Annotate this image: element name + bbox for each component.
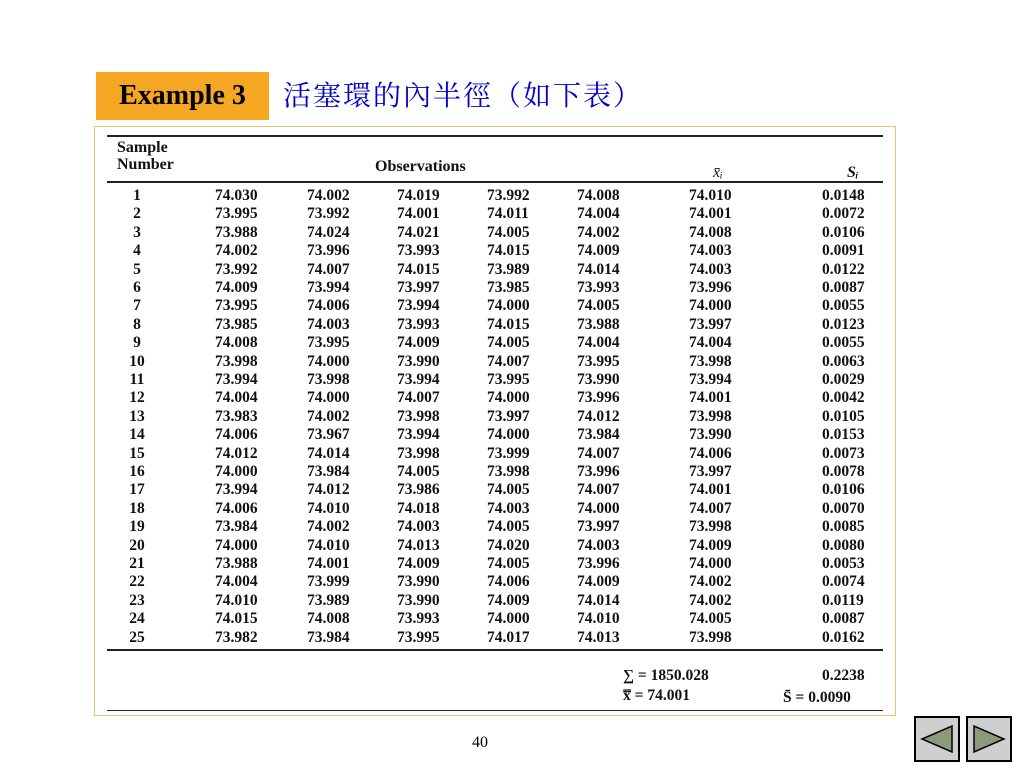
observation-2: 74.003: [307, 315, 350, 333]
sample-mean: 74.001: [689, 481, 732, 499]
sample-std: 0.0063: [822, 352, 865, 370]
sample-number: 10: [129, 352, 145, 370]
sample-std: 0.0080: [822, 536, 865, 554]
sample-number: 18: [129, 499, 145, 517]
sample-mean: 74.002: [689, 591, 732, 609]
observation-3: 74.003: [397, 518, 440, 536]
observation-1: 74.002: [215, 242, 258, 260]
observation-4: 74.000: [487, 610, 530, 628]
observation-1: 73.995: [215, 297, 258, 315]
observation-4: 73.997: [487, 407, 530, 425]
observation-1: 73.988: [215, 555, 258, 572]
table-row: [95, 610, 897, 628]
sample-mean: 74.008: [689, 223, 732, 241]
table-row: [95, 353, 897, 371]
observation-5: 74.012: [577, 407, 620, 425]
observation-5: 73.984: [577, 426, 620, 444]
body-bottom-rule: [107, 649, 883, 651]
observation-5: 74.010: [577, 610, 620, 628]
observation-4: 73.992: [487, 187, 530, 204]
sample-number: 7: [133, 297, 141, 315]
observation-2: 73.967: [307, 426, 350, 444]
sample-std: 0.0070: [822, 499, 865, 517]
sample-std: 0.0055: [822, 334, 865, 352]
sample-mean: 73.997: [689, 315, 732, 333]
observation-5: 73.990: [577, 371, 620, 388]
observation-3: 73.994: [397, 297, 440, 315]
observation-2: 74.010: [307, 536, 350, 554]
observation-4: 74.000: [487, 426, 530, 444]
observation-3: 73.993: [397, 610, 440, 628]
next-slide-button[interactable]: [966, 716, 1012, 762]
sample-std: 0.0055: [822, 297, 865, 315]
sample-number: 24: [129, 610, 145, 628]
observation-2: 73.999: [307, 573, 350, 591]
observation-4: 73.995: [487, 371, 530, 388]
sample-number: 2: [133, 205, 141, 223]
observation-4: 74.009: [487, 591, 530, 609]
sample-number: 17: [129, 481, 145, 499]
observation-2: 73.984: [307, 463, 350, 480]
sum-of-means: ∑ = 1850.028: [623, 667, 709, 684]
table-row: [95, 629, 897, 647]
table-row: [95, 187, 897, 205]
sample-mean: 73.998: [689, 518, 732, 536]
sample-mean: 74.002: [689, 573, 732, 591]
observation-5: 73.996: [577, 463, 620, 480]
sample-mean: 73.998: [689, 407, 732, 425]
table-row: [95, 555, 897, 573]
observation-1: 73.998: [215, 352, 258, 370]
header-sample-label: Sample: [117, 139, 168, 156]
header-number-label: Number: [117, 156, 174, 173]
sample-std: 0.0091: [822, 242, 865, 260]
observation-3: 73.998: [397, 444, 440, 462]
observation-4: 74.011: [487, 205, 529, 223]
observation-3: 74.018: [397, 499, 440, 517]
observation-5: 74.004: [577, 334, 620, 352]
table-row: [95, 500, 897, 518]
observation-5: 74.000: [577, 499, 620, 517]
observation-1: 74.009: [215, 279, 258, 296]
sample-std: 0.0053: [822, 555, 865, 572]
sample-std: 0.0074: [822, 573, 865, 591]
observation-5: 74.007: [577, 444, 620, 462]
table-row: [95, 445, 897, 463]
observation-1: 73.984: [215, 518, 258, 536]
observation-2: 73.984: [307, 628, 350, 646]
observation-3: 74.015: [397, 260, 440, 278]
table-row: [95, 242, 897, 260]
observation-1: 74.015: [215, 610, 258, 628]
observation-3: 73.994: [397, 371, 440, 388]
table-row: [95, 261, 897, 279]
observation-2: 74.002: [307, 518, 350, 536]
sample-mean: 73.998: [689, 628, 732, 646]
observation-2: 74.000: [307, 352, 350, 370]
observation-1: 73.994: [215, 481, 258, 499]
observation-3: 73.997: [397, 279, 440, 296]
sample-mean: 74.003: [689, 242, 732, 260]
sample-mean: 73.994: [689, 371, 732, 388]
observation-2: 74.007: [307, 260, 350, 278]
observation-2: 73.992: [307, 205, 350, 223]
sum-of-s: 0.2238: [822, 667, 865, 684]
table-top-rule: [107, 135, 883, 137]
sample-std: 0.0123: [822, 315, 865, 333]
observation-5: 74.003: [577, 536, 620, 554]
mean-s: S̄ = 0.0090: [783, 689, 851, 706]
sample-number: 8: [133, 315, 141, 333]
observation-2: 74.024: [307, 223, 350, 241]
observation-4: 73.999: [487, 444, 530, 462]
header-sample-number: [117, 139, 174, 173]
sample-number: 13: [129, 407, 145, 425]
grand-mean: x̿ = 74.001: [623, 687, 690, 704]
observation-4: 74.005: [487, 481, 530, 499]
sample-std: 0.0122: [822, 260, 865, 278]
sample-mean: 74.001: [689, 389, 732, 407]
table-row: [95, 371, 897, 389]
observation-3: 73.994: [397, 426, 440, 444]
sample-number: 1: [133, 187, 141, 204]
observation-2: 73.995: [307, 334, 350, 352]
observation-5: 74.013: [577, 628, 620, 646]
triangle-right-icon: [971, 724, 1007, 754]
sample-std: 0.0029: [822, 371, 865, 388]
header-xbar-i: x̄ᵢ: [713, 164, 723, 181]
sample-number: 22: [129, 573, 145, 591]
sample-mean: 74.003: [689, 260, 732, 278]
example-badge: Example 3: [96, 72, 269, 120]
observation-1: 73.983: [215, 407, 258, 425]
observation-3: 73.993: [397, 315, 440, 333]
observation-1: 74.012: [215, 444, 258, 462]
sample-number: 21: [129, 555, 145, 572]
observation-2: 74.001: [307, 555, 350, 572]
observation-5: 74.005: [577, 297, 620, 315]
observation-5: 74.007: [577, 481, 620, 499]
page-number: 40: [472, 734, 488, 751]
sample-std: 0.0072: [822, 205, 865, 223]
sample-number: 6: [133, 279, 141, 296]
observation-1: 74.004: [215, 389, 258, 407]
sample-number: 19: [129, 518, 145, 536]
sample-mean: 73.998: [689, 352, 732, 370]
observation-5: 73.996: [577, 389, 620, 407]
observation-5: 73.995: [577, 352, 620, 370]
observation-5: 73.988: [577, 315, 620, 333]
table-row: [95, 426, 897, 444]
sample-mean: 73.996: [689, 279, 732, 296]
observation-2: 74.008: [307, 610, 350, 628]
header-bottom-rule: [107, 181, 883, 183]
sample-std: 0.0148: [822, 187, 865, 204]
observation-1: 74.030: [215, 187, 258, 204]
observation-2: 74.010: [307, 499, 350, 517]
sample-mean: 73.997: [689, 463, 732, 480]
table-row: [95, 463, 897, 481]
sample-number: 9: [133, 334, 141, 352]
observation-4: 74.005: [487, 334, 530, 352]
observation-1: 74.008: [215, 334, 258, 352]
sample-mean: 74.009: [689, 536, 732, 554]
sample-number: 3: [133, 223, 141, 241]
sample-number: 23: [129, 591, 145, 609]
observation-5: 74.014: [577, 260, 620, 278]
observation-4: 74.000: [487, 389, 530, 407]
observation-1: 73.982: [215, 628, 258, 646]
sample-number: 15: [129, 444, 145, 462]
table-row: [95, 316, 897, 334]
sample-number: 14: [129, 426, 145, 444]
sample-std: 0.0042: [822, 389, 865, 407]
observation-4: 73.989: [487, 260, 530, 278]
observation-4: 74.007: [487, 352, 530, 370]
observation-2: 74.000: [307, 389, 350, 407]
sample-number: 12: [129, 389, 145, 407]
observation-2: 74.002: [307, 407, 350, 425]
sample-mean: 74.004: [689, 334, 732, 352]
observation-3: 74.021: [397, 223, 440, 241]
sample-std: 0.0087: [822, 610, 865, 628]
table-row: [95, 592, 897, 610]
table-row: [95, 389, 897, 407]
observation-5: 74.009: [577, 573, 620, 591]
table-row: [95, 205, 897, 223]
sample-std: 0.0162: [822, 628, 865, 646]
observation-3: 73.990: [397, 573, 440, 591]
sample-mean: 74.001: [689, 205, 732, 223]
observation-1: 74.010: [215, 591, 258, 609]
table-row: [95, 518, 897, 536]
observation-5: 74.009: [577, 242, 620, 260]
observation-1: 73.994: [215, 371, 258, 388]
observation-4: 74.020: [487, 536, 530, 554]
observation-2: 74.006: [307, 297, 350, 315]
observation-5: 74.004: [577, 205, 620, 223]
previous-slide-button[interactable]: [914, 716, 960, 762]
observation-4: 73.985: [487, 279, 530, 296]
observation-2: 74.014: [307, 444, 350, 462]
data-table: [94, 126, 896, 716]
sample-mean: 74.007: [689, 499, 732, 517]
observation-3: 73.986: [397, 481, 440, 499]
observation-3: 73.995: [397, 628, 440, 646]
sample-mean: 74.010: [689, 187, 732, 204]
observation-2: 73.994: [307, 279, 350, 296]
observation-5: 73.996: [577, 555, 620, 572]
observation-1: 74.000: [215, 536, 258, 554]
sample-std: 0.0078: [822, 463, 865, 480]
observation-2: 73.996: [307, 242, 350, 260]
observation-4: 74.017: [487, 628, 530, 646]
observation-2: 74.012: [307, 481, 350, 499]
sample-std: 0.0073: [822, 444, 865, 462]
observation-1: 74.006: [215, 426, 258, 444]
sample-std: 0.0105: [822, 407, 865, 425]
observation-2: 73.998: [307, 371, 350, 388]
observation-3: 74.013: [397, 536, 440, 554]
table-bottom-rule: [107, 710, 883, 711]
observation-3: 74.001: [397, 205, 440, 223]
header-s-i: Sᵢ: [847, 164, 859, 181]
observation-3: 74.019: [397, 187, 440, 204]
observation-4: 74.003: [487, 499, 530, 517]
table-row: [95, 408, 897, 426]
observation-5: 73.997: [577, 518, 620, 536]
sample-number: 4: [133, 242, 141, 260]
observation-3: 73.993: [397, 242, 440, 260]
observation-4: 74.006: [487, 573, 530, 591]
observation-1: 73.995: [215, 205, 258, 223]
sample-std: 0.0106: [822, 481, 865, 499]
observation-3: 73.990: [397, 352, 440, 370]
table-row: [95, 481, 897, 499]
sample-std: 0.0085: [822, 518, 865, 536]
observation-1: 74.004: [215, 573, 258, 591]
observation-1: 74.000: [215, 463, 258, 480]
observation-4: 74.015: [487, 315, 530, 333]
table-row: [95, 297, 897, 315]
table-row: [95, 279, 897, 297]
sample-std: 0.0106: [822, 223, 865, 241]
sample-mean: 74.006: [689, 444, 732, 462]
observation-5: 74.014: [577, 591, 620, 609]
table-row: [95, 537, 897, 555]
sample-number: 11: [129, 371, 145, 388]
slide-title: 活塞環的內半徑（如下表）: [283, 79, 644, 112]
observation-3: 73.990: [397, 591, 440, 609]
observation-3: 74.009: [397, 334, 440, 352]
observation-4: 74.000: [487, 297, 530, 315]
sample-number: 16: [129, 463, 145, 480]
observation-1: 73.985: [215, 315, 258, 333]
observation-5: 74.002: [577, 223, 620, 241]
table-row: [95, 334, 897, 352]
header-observations: Observations: [375, 158, 466, 175]
observation-4: 74.005: [487, 223, 530, 241]
sample-mean: 74.005: [689, 610, 732, 628]
observation-4: 74.005: [487, 518, 530, 536]
observation-4: 74.015: [487, 242, 530, 260]
observation-5: 73.993: [577, 279, 620, 296]
observation-3: 74.007: [397, 389, 440, 407]
observation-4: 73.998: [487, 463, 530, 480]
sample-mean: 74.000: [689, 297, 732, 315]
table-row: [95, 573, 897, 591]
sample-number: 20: [129, 536, 145, 554]
observation-1: 73.992: [215, 260, 258, 278]
sample-number: 5: [133, 260, 141, 278]
observation-2: 74.002: [307, 187, 350, 204]
observation-3: 73.998: [397, 407, 440, 425]
sample-std: 0.0087: [822, 279, 865, 296]
observation-3: 74.005: [397, 463, 440, 480]
sample-std: 0.0153: [822, 426, 865, 444]
sample-mean: 74.000: [689, 555, 732, 572]
triangle-left-icon: [919, 724, 955, 754]
observation-3: 74.009: [397, 555, 440, 572]
sample-std: 0.0119: [822, 591, 864, 609]
table-row: [95, 224, 897, 242]
observation-1: 73.988: [215, 223, 258, 241]
observation-1: 74.006: [215, 499, 258, 517]
observation-4: 74.005: [487, 555, 530, 572]
observation-5: 74.008: [577, 187, 620, 204]
sample-number: 25: [129, 628, 145, 646]
observation-2: 73.989: [307, 591, 350, 609]
sample-mean: 73.990: [689, 426, 732, 444]
